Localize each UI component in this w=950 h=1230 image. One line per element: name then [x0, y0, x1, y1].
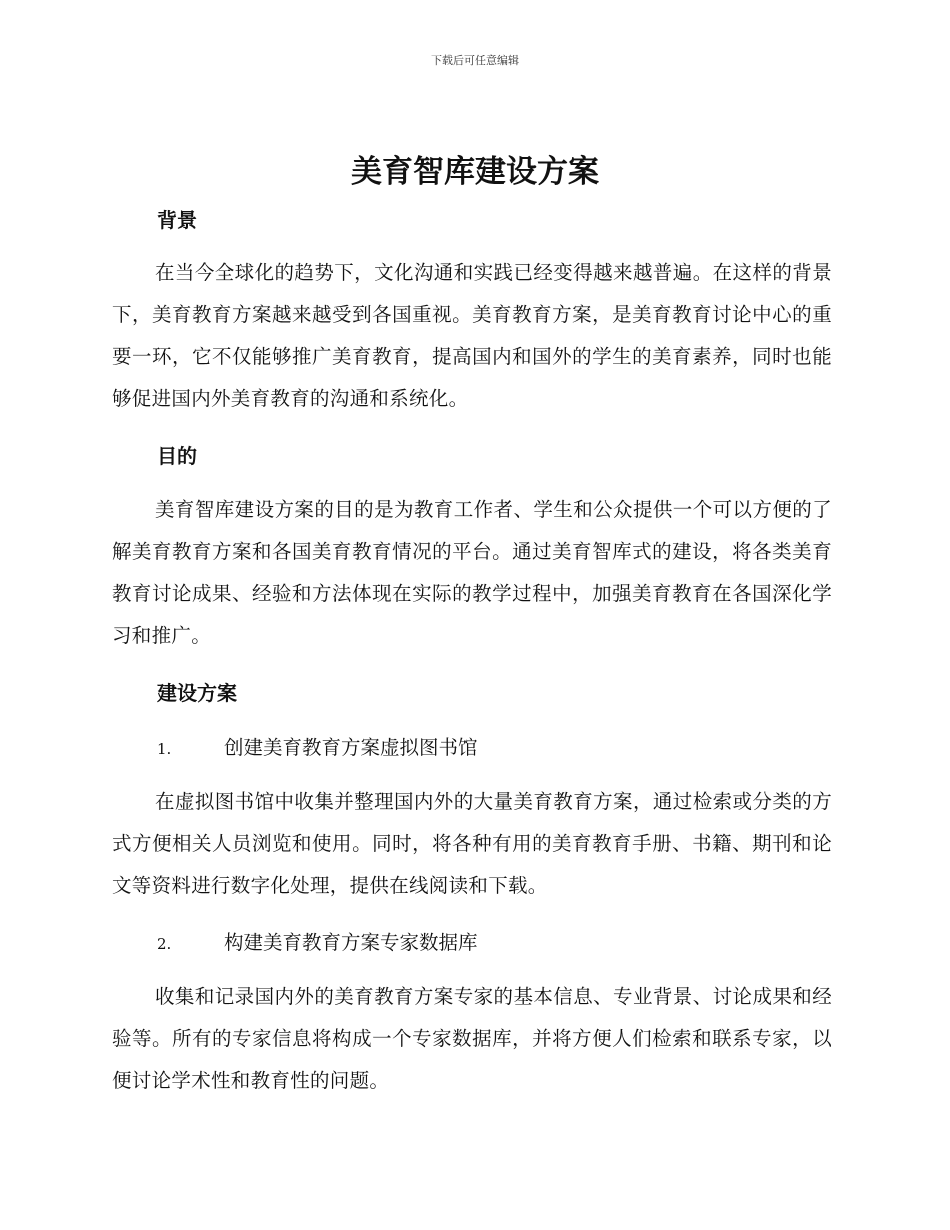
list-item-label: 创建美育教育方案虚拟图书馆 [224, 736, 478, 759]
section-heading-background: 背景 [157, 208, 197, 232]
purpose-paragraph: 美育智库建设方案的目的是为教育工作者、学生和公众提供一个可以方便的了解美育教育方案和各国美育教育情况的平台。通过美育智库式的建设，将各类美育教育讨论成果、经验和方法体现在实际的教学过程中，加强美育教育在各国深化学习和推广。 [112, 498, 832, 647]
list-number: 2. [157, 935, 172, 953]
plan-list-item-1 [157, 734, 478, 763]
plan-list-item-2 [157, 929, 478, 958]
header-note: 下载后可任意编辑 [431, 54, 519, 67]
document-title: 美育智库建设方案 [351, 154, 599, 190]
section-heading-plan: 建设方案 [157, 681, 237, 705]
plan-item-1-paragraph: 在虚拟图书馆中收集并整理国内外的大量美育教育方案，通过检索或分类的方式方便相关人员浏览和使用。同时，将各种有用的美育教育手册、书籍、期刊和论文等资料进行数字化处理，提供在线阅读和下载。 [112, 790, 832, 897]
list-number: 1. [157, 740, 172, 758]
plan-item-2-paragraph: 收集和记录国内外的美育教育方案专家的基本信息、专业背景、讨论成果和经验等。所有的专家信息将构成一个专家数据库，并将方便人们检索和联系专家，以便讨论学术性和教育性的问题。 [112, 985, 832, 1092]
section-heading-purpose: 目的 [157, 444, 197, 468]
list-item-label: 构建美育教育方案专家数据库 [224, 931, 478, 954]
background-paragraph: 在当今全球化的趋势下，文化沟通和实践已经变得越来越普遍。在这样的背景下，美育教育方案越来越受到各国重视。美育教育方案，是美育教育讨论中心的重要一环，它不仅能够推广美育教育，提高国内和国外的学生的美育素养，同时也能够促进国内外美育教育的沟通和系统化。 [112, 261, 832, 410]
